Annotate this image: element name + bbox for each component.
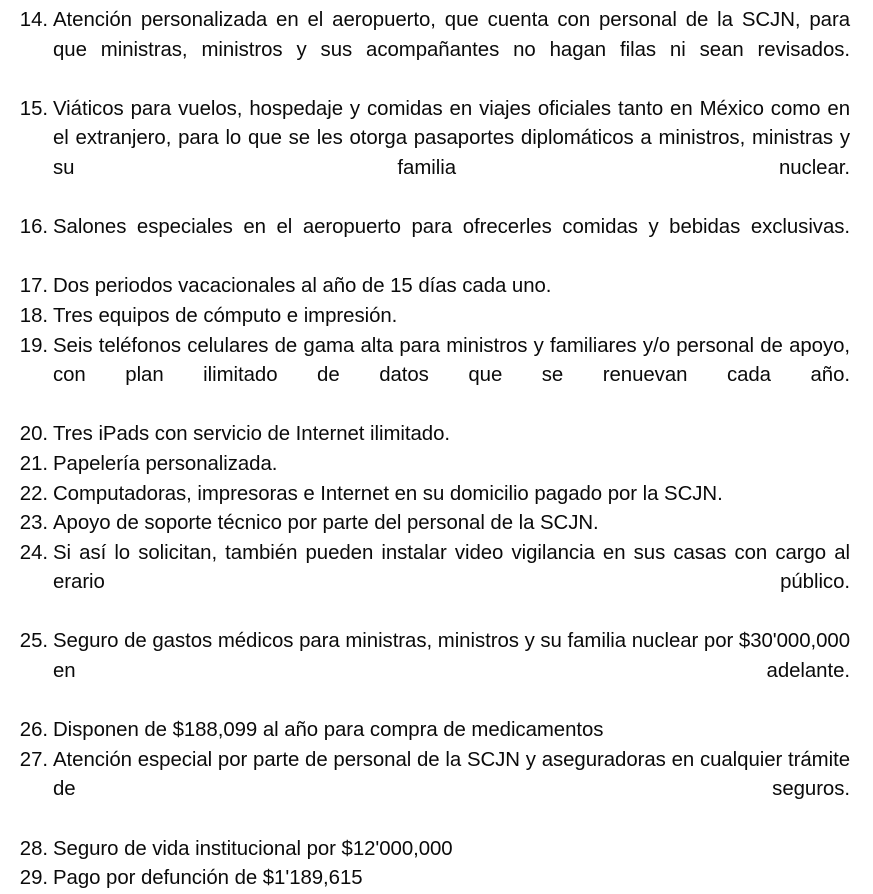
list-item-number: 15. [19,97,48,120]
list-item-number: 23. [19,512,48,535]
list-item [12,746,850,835]
list-item [12,835,850,865]
list-item-text: Viáticos para vuelos, hospedaje y comidas en viajes oficiales tanto en México como en el extranjero, para lo que se les otorga pasaportes diplomáticos a ministros, ministras y su familia nuclear. [53,97,850,179]
list-item [12,302,850,332]
list-item [12,213,850,272]
list-item-text: Salones especiales en el aeropuerto para ofrecerles comidas y bebidas exclusivas. [53,216,850,239]
list-item [12,539,850,628]
list-item-text: Tres iPads con servicio de Internet ilimitado. [53,423,451,446]
list-item-text: Atención especial por parte de personal de la SCJN y aseguradoras en cualquier trámite de seguros. [53,748,850,801]
list-item [12,272,850,302]
list-item-number: 16. [19,216,48,239]
list-item [12,627,850,716]
list-item-number: 19. [19,334,48,357]
list-item-text: Pago por defunción de $1'189,615 [53,867,363,890]
numbered-benefits-list [12,6,850,894]
list-item-text: Disponen de $188,099 al año para compra de medicamentos [53,719,604,742]
list-item [12,420,850,450]
list-item-number: 27. [19,748,48,771]
list-item-number: 25. [19,630,48,653]
list-item-number: 20. [19,423,48,446]
list-item [12,6,850,95]
list-item-text: Papelería personalizada. [53,452,278,475]
list-item-number: 26. [19,719,48,742]
list-item [12,509,850,539]
list-item-number: 22. [19,482,48,505]
list-item-text: Dos periodos vacacionales al año de 15 días cada uno. [53,275,552,298]
list-item-number: 28. [19,837,48,860]
list-item-number: 29. [19,867,48,890]
list-item [12,450,850,480]
list-item-text: Tres equipos de cómputo e impresión. [53,304,398,327]
list-item-number: 17. [19,275,48,298]
list-item-number: 21. [19,452,48,475]
list-item [12,480,850,510]
list-item-number: 18. [19,304,48,327]
list-item-text: Seis teléfonos celulares de gama alta para ministros y familiares y/o personal de apoyo, con plan ilimitado de datos que se renuevan cada año. [53,334,850,387]
list-item-text: Seguro de vida institucional por $12'000,000 [53,837,453,860]
list-item-text: Seguro de gastos médicos para ministras, ministros y su familia nuclear por $30'000,000 en adelante. [53,630,850,683]
list-item-text: Atención personalizada en el aeropuerto, que cuenta con personal de la SCJN, para que ministras, ministros y sus acompañantes no hagan filas ni sean revisados. [53,9,850,61]
list-item [12,332,850,421]
list-item-text: Si así lo solicitan, también pueden instalar video vigilancia en sus casas con cargo al erario público. [53,541,850,594]
list-item [12,864,850,894]
list-item-number: 14. [19,9,48,31]
list-item-text: Computadoras, impresoras e Internet en su domicilio pagado por la SCJN. [53,482,723,505]
list-item [12,95,850,213]
list-item [12,716,850,746]
list-item-text: Apoyo de soporte técnico por parte del personal de la SCJN. [53,512,599,535]
list-item-number: 24. [19,541,48,564]
